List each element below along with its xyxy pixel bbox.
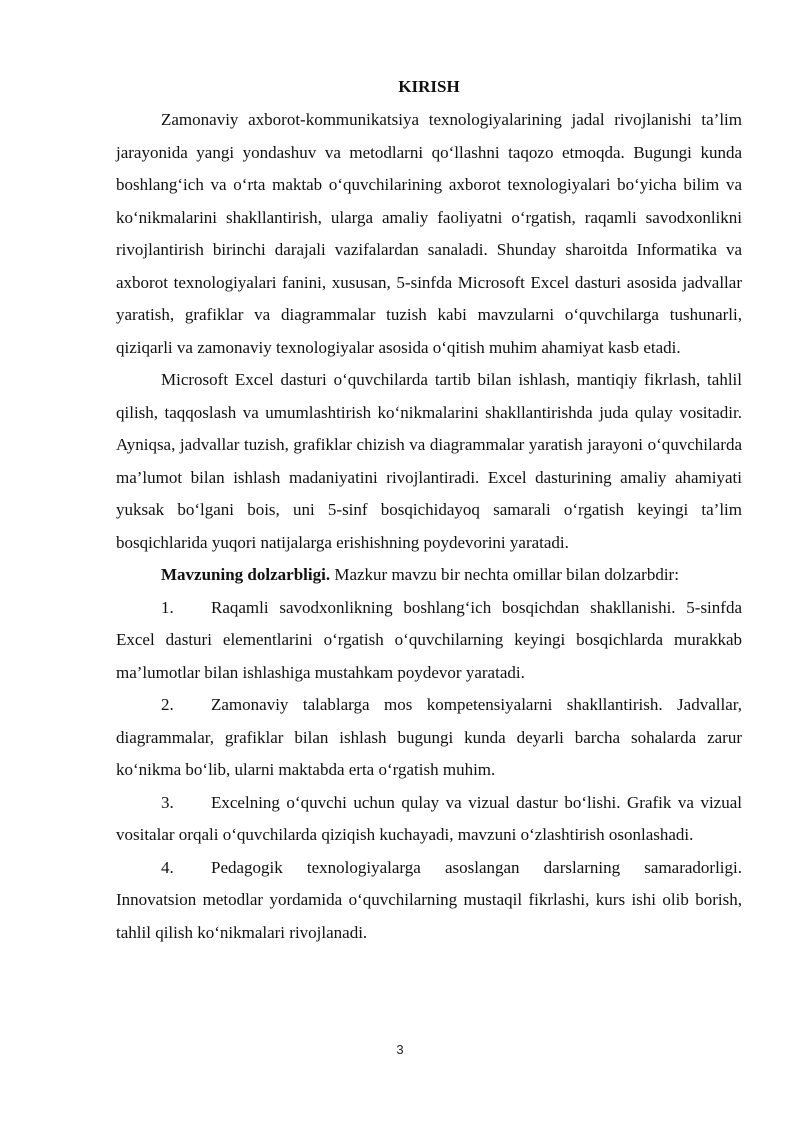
intro-paragraph-2: Microsoft Excel dasturi o‘quvchilarda tartib bilan ishlash, mantiqiy fikrlash, tahlil qilish, taqqoslash va umumlashtirish ko‘nikmalarini shakllantirishda juda qulay vositadir. Ayniqsa, jadvallar tuzish, grafiklar chizish va diagrammalar yaratish jarayoni o‘quvchilarda ma’lumot bilan ishlash madaniyatini rivojlantiradi. Excel dasturining amaliy ahamiyati yuksak bo‘lgani bois, uni 5-sinf bosqichidayoq samarali o‘rgatish keyingi ta’lim bosqichlarida yuqori natijalarga erishishning poydevorini yaratadi. [116, 370, 742, 552]
relevance-text: Mazkur mavzu bir nechta omillar bilan dolzarbdir: [330, 565, 679, 584]
intro-paragraph-1: Zamonaviy axborot-kommunikatsiya texnologiyalarining jadal rivojlanishi ta’lim jarayonida yangi yondashuv va metodlarni qo‘llashni taqozo etmoqda. Bugungi kunda boshlang‘ich va o‘rta maktab o‘quvchilarining axborot texnologiyalari bo‘yicha bilim va ko‘nikmalarini shakllantirish, ularga amaliy faoliyatni o‘rgatish, raqamli savodxonlikni rivojlantirish birinchi darajali vazifalardan sanaladi. Shunday sharoitda Informatika va axborot texnologiyalari fanini, xususan, 5-sinfda Microsoft Excel dasturi asosida jadvallar yaratish, grafiklar va diagrammalar tuzish kabi mavzularni o‘quvchilarga tushunarli, qiziqarli va zamonaviy texnologiyalar asosida o‘qitish muhim ahamiyat kasb etadi. [116, 110, 742, 357]
list-item [116, 787, 742, 852]
list-item-text: Zamonaviy talablarga mos kompetensiyalarni shakllantirish. Jadvallar, diagrammalar, grafiklar bilan ishlash bugungi kunda deyarli barcha sohalarda zarur ko‘nikma bo‘lib, ularni maktabda erta o‘rgatish muhim. [116, 695, 742, 779]
section-title: KIRISH [398, 77, 460, 96]
document-page [116, 72, 742, 949]
relevance-heading: Mavzuning dolzarbligi. [161, 565, 331, 584]
relevance-paragraph [116, 559, 742, 592]
list-item-number: 2. [161, 695, 174, 714]
list-item-number: 3. [161, 792, 174, 812]
list-item-text: Excelning o‘quvchi uchun qulay va vizual dastur bo‘lishi. Grafik va vizual vositalar orqali o‘quvchilarda qiziqish kuchayadi, mavzuni o‘zlashtirish osonlashadi. [116, 792, 742, 844]
list-item-text: Raqamli savodxonlikning boshlang‘ich bosqichdan shakllanishi. 5-sinfda Excel dasturi elementlarini o‘rgatish o‘quvchilarning keyingi bosqichlarda murakkab ma’lumotlar bilan ishlashiga mustahkam poydevor yaratadi. [116, 597, 742, 682]
list-item-number: 4. [161, 857, 174, 877]
page-number: 3 [396, 1042, 404, 1057]
list-item [116, 852, 742, 950]
list-item [116, 689, 742, 787]
list-item-number: 1. [161, 597, 174, 617]
list-item-text: Pedagogik texnologiyalarga asoslangan darslarning samaradorligi. Innovatsion metodlar yordamida o‘quvchilarning mustaqil fikrlashi, kurs ishi olib borish, tahlil qilish ko‘nikmalari rivojlanadi. [116, 857, 742, 942]
list-item [116, 592, 742, 690]
